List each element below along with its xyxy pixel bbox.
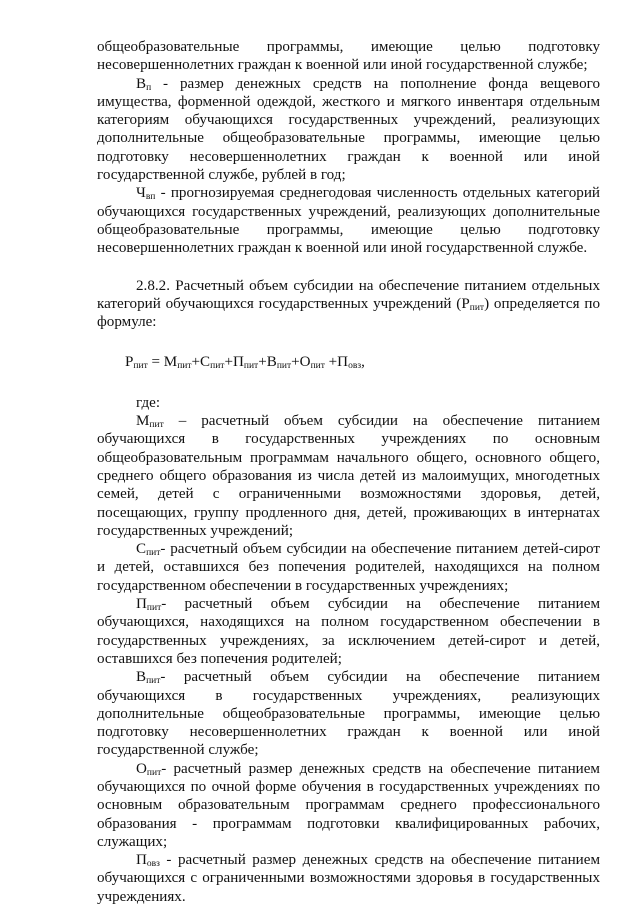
definition-p-pit <box>97 595 600 668</box>
continuation-paragraph: общеобразовательные программы, имеющие целью подготовку несовершеннолетних граждан к военной или иной государственной службе; <box>97 39 600 74</box>
symbol: О <box>136 760 147 777</box>
section-text: ) определяется по формуле: <box>97 295 600 331</box>
spacer <box>97 258 600 277</box>
symbol: В <box>136 669 147 686</box>
definition-chvp <box>97 184 600 257</box>
symbol-subscript: пит <box>146 676 161 687</box>
symbol-subscript: вп <box>145 192 156 203</box>
formula-part: = М <box>147 354 178 371</box>
formula-part: +С <box>191 354 211 371</box>
formula-part: +В <box>258 354 277 371</box>
symbol-subscript: пит <box>149 420 164 431</box>
formula-subscript: пит <box>177 361 192 372</box>
formula-part: +П <box>324 354 349 371</box>
symbol-subscript: пит <box>146 548 161 559</box>
definition-c-pit <box>97 540 600 595</box>
spacer <box>97 331 600 353</box>
formula-part: +П <box>224 354 244 371</box>
symbol: Ч <box>136 185 146 202</box>
formula-subscript: пит <box>276 361 292 372</box>
definition-o-pit <box>97 760 600 851</box>
formula-part: +О <box>291 354 311 371</box>
symbol-subscript: овз <box>146 859 160 870</box>
symbol-subscript: п <box>146 82 152 93</box>
definition-text: - расчетный объем субсидии на обеспечение питанием детей-сирот и детей, оставшихся без попечения родителей, находящихся на полном государственном обеспечении в государственных учреждениях; <box>97 541 600 594</box>
symbol: В <box>136 75 147 92</box>
formula <box>97 353 600 371</box>
spacer <box>97 372 600 394</box>
where-label: где: <box>136 394 161 411</box>
formula-part: , <box>361 354 365 371</box>
definition-text: - расчетный объем субсидии на обеспечение питанием обучающихся, находящихся на полном государственном обеспечении в государственных учреждениях, за исключением детей-сирот и детей, оставшихся без попечения родителей; <box>97 596 600 667</box>
symbol: С <box>136 541 147 558</box>
symbol: М <box>136 413 150 430</box>
section-text: 2.8.2. Расчетный объем субсидии на обеспечение питанием отдельных категорий обучающихся государственных учреждений (Р <box>97 277 600 312</box>
symbol-subscript: пит <box>146 603 162 614</box>
section-2-8-2-paragraph <box>97 277 600 332</box>
formula-subscript: пит <box>133 361 148 372</box>
formula-part: Р <box>125 354 134 371</box>
symbol-subscript: пит <box>469 302 485 313</box>
symbol: П <box>136 596 147 613</box>
definition-text: - расчетный размер денежных средств на обеспечение питанием обучающихся по очной форме обучения в государственных учреждениях по основным образовательным программам среднего профессионального образования - программам подготовки квалифицированных рабочих, служащих; <box>97 760 600 850</box>
definition-text: – расчетный объем субсидии на обеспечение питанием обучающихся в государственных учреждениях по основным общеобразовательным программам начального общего, основного общего, среднего общего образования из числа детей из малоимущих, многодетных семей, детей с ограниченными возможностями здоровья, детей, посещающих, группу продленного дня, детей, проживающих в интернатах государственных учреждений; <box>97 413 600 539</box>
symbol: П <box>136 852 147 869</box>
formula-subscript: пит <box>210 361 225 372</box>
definition-text: - прогнозируемая среднегодовая численность отдельных категорий обучающихся государственных учреждений, реализующих дополнительные общеобразовательные программы, имеющие целью подготовку несовершеннолетних граждан к военной или иной государственной службе. <box>97 185 600 257</box>
formula-subscript: овз <box>348 361 362 372</box>
symbol-subscript: пит <box>146 767 162 778</box>
definition-v-pit <box>97 668 600 759</box>
formula-subscript: пит <box>243 361 259 372</box>
document-page <box>97 38 600 906</box>
definition-text: - расчетный объем субсидии на обеспечение питанием обучающихся в государственных учреждениях, реализующих дополнительные общеобразовательные программы, имеющие целью подготовку несовершеннолетних граждан к военной или иной государственной службе; <box>97 669 600 759</box>
definition-text: - размер денежных средств на пополнение фонда вещевого имущества, форменной одеждой, жесткого и мягкого инвентаря отдельным категориям обучающихся государственных учреждений, реализующих дополнительные общеобразовательные программы, имеющие целью подготовку несовершеннолетних граждан к военной или иной государственной службе, рублей в год; <box>97 75 600 184</box>
definition-m-pit <box>97 412 600 540</box>
formula-subscript: пит <box>310 361 325 372</box>
definition-p-ovz <box>97 851 600 906</box>
definition-vp <box>97 75 600 185</box>
definition-text: - расчетный размер денежных средств на обеспечение питанием обучающихся с ограниченными возможностями здоровья в государственных учреждениях. <box>97 852 600 905</box>
